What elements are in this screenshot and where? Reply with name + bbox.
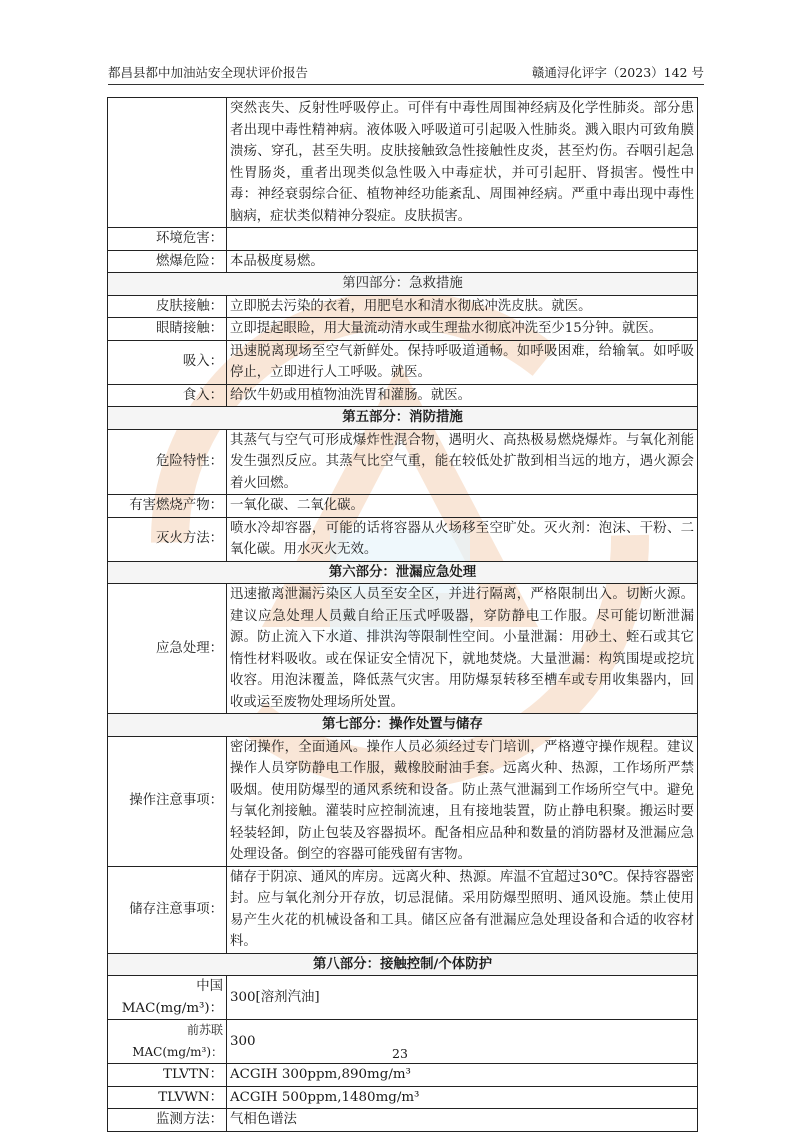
section-row [108,407,698,430]
section-row [108,561,698,584]
fire-hazard-value: 本品极度易燃。 [227,250,698,273]
ingestion-value: 给饮牛奶或用植物油洗胃和灌肠。就医。 [227,384,698,407]
health-hazard-cont: 突然丧失、反射性呼吸停止。可伴有中毒性周围神经病及化学性肺炎。部分患者出现中毒性精神病。液体吸入呼吸道可引起吸入性肺炎。溅入眼内可致角膜溃疡、穿孔，甚至失明。皮肤接触致急性接触性皮炎，甚至灼伤。吞咽引起急性胃肠炎，重者出现类似急性吸入中毒症状，并可引起肝、肾损害。慢性中毒：神经衰弱综合征、植物神经功能紊乱、周围神经病。严重中毒出现中毒性脑病，症状类似精神分裂症。皮肤损害。 [227,98,698,228]
section-7-title: 第七部分：操作处置与储存 [108,714,698,737]
hazard-property-label: 危险特性： [108,429,227,495]
china-mac-value: 300[溶剂汽油] [227,976,698,1020]
fire-hazard-label: 燃爆危险： [108,250,227,273]
table-row [108,98,698,228]
skin-contact-value: 立即脱去污染的衣着，用肥皂水和清水彻底冲洗皮肤。就医。 [227,295,698,318]
inhalation-label: 吸入： [108,340,227,384]
ingestion-label: 食入： [108,384,227,407]
section-row [108,714,698,737]
storage-notes-value: 储存于阴凉、通风的库房。远离火种、热源。库温不宜超过30℃。保持容器密封。应与氧化剂分开存放，切忌混储。采用防爆型照明、通风设施。禁止使用易产生火花的机械设备和工具。储区应备有泄漏应急处理设备和合适的收容材料。 [227,866,698,953]
env-hazard-label: 环境危害： [108,228,227,251]
skin-contact-label: 皮肤接触： [108,295,227,318]
section-6-title: 第六部分：泄漏应急处理 [108,561,698,584]
tlvwn-label: TLVWN： [108,1086,227,1109]
report-title: 都昌县都中加油站安全现状评价报告 [108,65,309,80]
storage-notes-label: 储存注意事项： [108,866,227,953]
eye-contact-value: 立即提起眼睑，用大量流动清水或生理盐水彻底冲洗至少15分钟。就医。 [227,318,698,341]
combustion-product-label: 有害燃烧产物： [108,495,227,518]
monitor-method-value: 气相色谱法 [227,1109,698,1132]
inhalation-value: 迅速脱离现场至空气新鲜处。保持呼吸道通畅。如呼吸困难，给输氧。如呼吸停止，立即进行人工呼吸。就医。 [227,340,698,384]
extinguish-method-value: 喷水冷却容器，可能的话将容器从火场移至空旷处。灭火剂：泡沫、干粉、二氧化碳。用水灭火无效。 [227,517,698,561]
extinguish-method-label: 灭火方法： [108,517,227,561]
table-row [108,517,698,561]
table-row [108,318,698,341]
section-5-title: 第五部分：消防措施 [108,407,698,430]
table-row [108,384,698,407]
section-row [108,953,698,976]
table-row [108,228,698,251]
ussr-mac-label: 前苏联MAC(mg/m³)： [108,1020,227,1064]
operation-notes-label: 操作注意事项： [108,736,227,866]
emergency-label: 应急处理： [108,584,227,714]
table-row [108,295,698,318]
table-row [108,1109,698,1132]
hazard-property-value: 其蒸气与空气可形成爆炸性混合物，遇明火、高热极易燃烧爆炸。与氧化剂能发生强烈反应。其蒸气比空气重，能在较低处扩散到相当远的地方，遇火源会着火回燃。 [227,429,698,495]
tlvwn-value: ACGIH 500ppm,1480mg/m³ [227,1086,698,1109]
eye-contact-label: 眼睛接触： [108,318,227,341]
section-8-title: 第八部分：接触控制/个体防护 [108,953,698,976]
table-row [108,584,698,714]
env-hazard-value [227,228,698,251]
table-row [108,340,698,384]
table-row [108,866,698,953]
ussr-mac-value: 300 [227,1020,698,1064]
health-label-cont [108,98,227,228]
table-row [108,495,698,518]
section-4-title: 第四部分：急救措施 [108,273,698,296]
tlvtn-label: TLVTN： [108,1064,227,1087]
monitor-method-label: 监测方法： [108,1109,227,1132]
msds-table [107,97,698,1132]
page-header [108,62,704,85]
table-row [108,976,698,1020]
operation-notes-value: 密闭操作，全面通风。操作人员必须经过专门培训，严格遵守操作规程。建议操作人员穿防静电工作服，戴橡胶耐油手套。远离火种、热源，工作场所严禁吸烟。使用防爆型的通风系统和设备。防止蒸气泄漏到工作场所空气中。避免与氧化剂接触。灌装时应控制流速，且有接地装置，防止静电积聚。搬运时要轻装轻卸，防止包装及容器损坏。配备相应品种和数量的消防器材及泄漏应急处理设备。倒空的容器可能残留有害物。 [227,736,698,866]
emergency-value: 迅速撤离泄漏污染区人员至安全区，并进行隔离，严格限制出入。切断火源。建议应急处理人员戴自给正压式呼吸器，穿防静电工作服。尽可能切断泄漏源。防止流入下水道、排洪沟等限制性空间。小量泄漏：用砂土、蛭石或其它惰性材料吸收。或在保证安全情况下，就地焚烧。大量泄漏：构筑围堤或挖坑收容。用泡沫覆盖，降低蒸气灾害。用防爆泵转移至槽车或专用收集器内，回收或运至废物处理场所处置。 [227,584,698,714]
table-row [108,1086,698,1109]
table-row [108,736,698,866]
table-row [108,250,698,273]
tlvtn-value: ACGIH 300ppm,890mg/m³ [227,1064,698,1087]
section-row [108,273,698,296]
china-mac-label: 中国MAC(mg/m³)： [108,976,227,1020]
table-row [108,429,698,495]
combustion-product-value: 一氧化碳、二氧化碳。 [227,495,698,518]
page-number: 23 [392,1046,408,1061]
report-number: 赣通浔化评字（2023）142 号 [531,65,704,80]
table-row [108,1064,698,1087]
